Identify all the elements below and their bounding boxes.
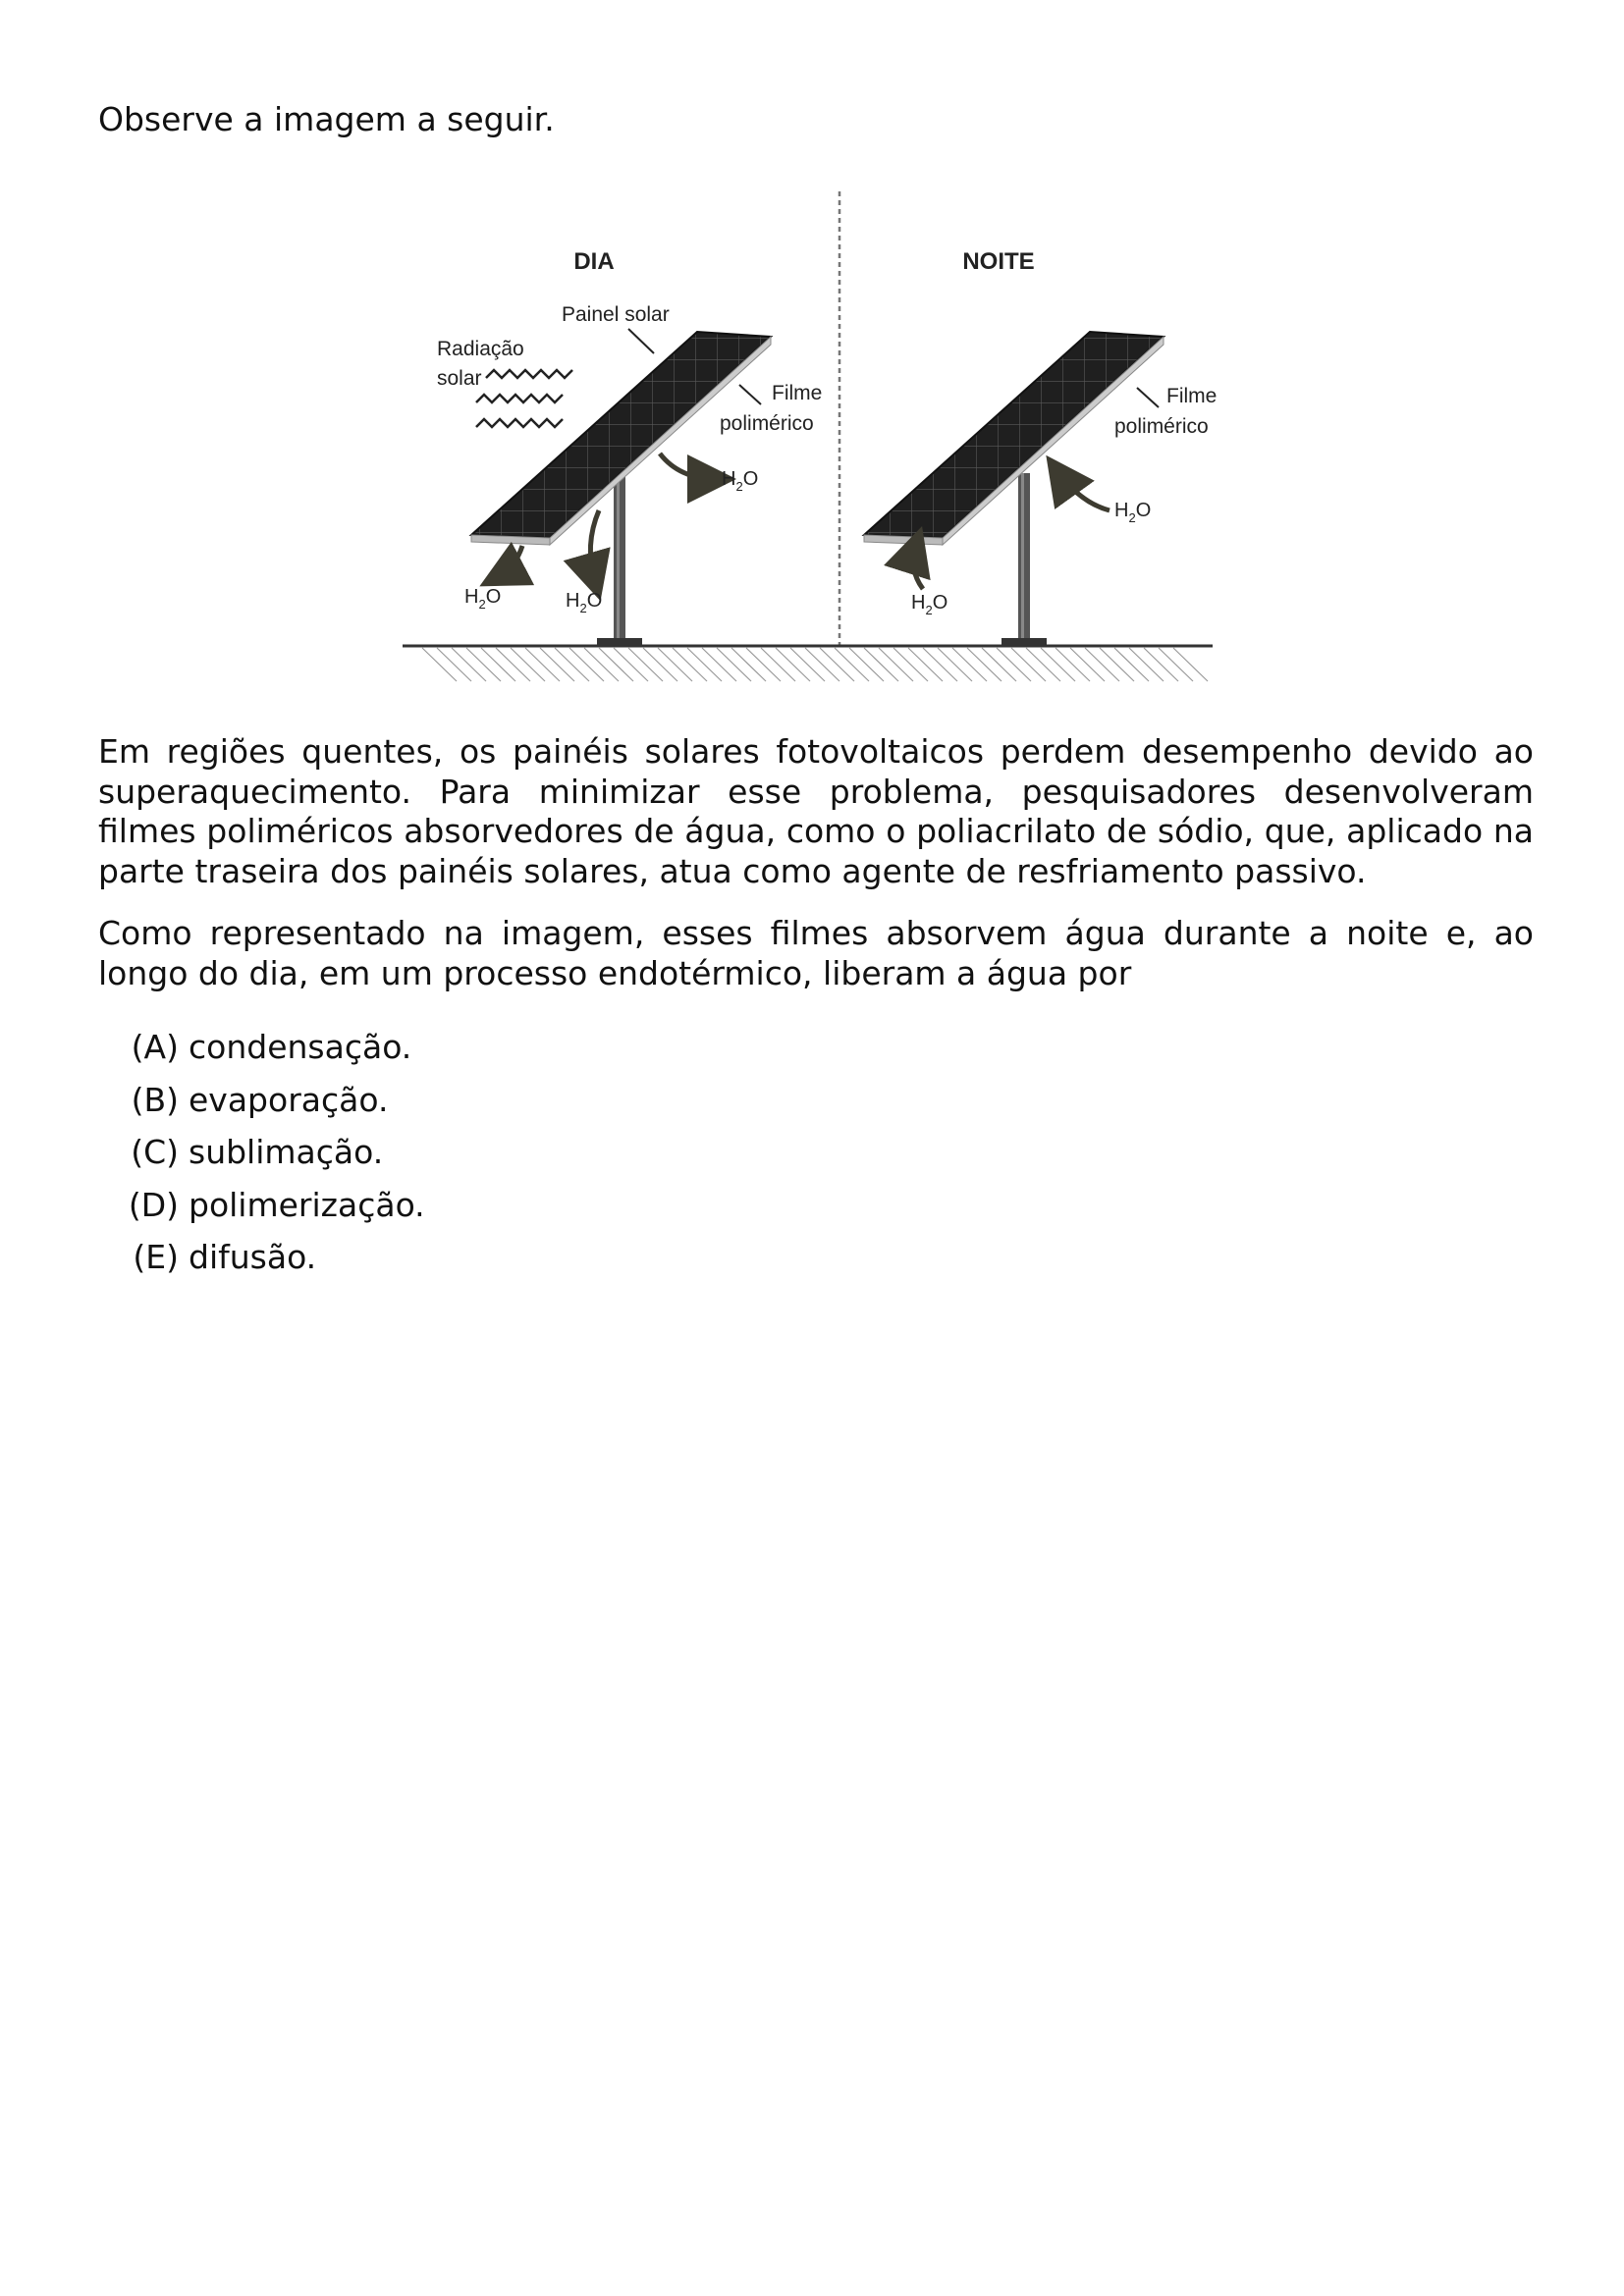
day-title: DIA [573, 248, 615, 275]
water-h: H [464, 586, 479, 608]
option-d[interactable] [98, 1184, 425, 1237]
option-letter: (A) [131, 1028, 179, 1066]
option-text: polimerização. [189, 1185, 425, 1224]
day-water-label-1 [464, 586, 501, 612]
day-water-label-3 [722, 468, 758, 494]
option-letter: (E) [133, 1238, 179, 1276]
day-water-arrow-2 [590, 510, 599, 582]
water-sub: 2 [579, 601, 587, 615]
night-water-label-1 [911, 592, 947, 617]
option-text: condensação. [189, 1028, 412, 1066]
option-letter: (D) [128, 1185, 179, 1224]
day-film-pointer [739, 385, 761, 404]
solar-panel-figure [393, 187, 1237, 687]
svg-text:H2O [911, 592, 947, 617]
night-solar-panel [864, 332, 1164, 646]
water-o: O [485, 586, 502, 608]
panel-label: Painel solar [562, 303, 670, 326]
water-sub: 2 [1128, 510, 1136, 525]
solar-radiation-icon [476, 370, 572, 427]
day-water-label-2 [566, 590, 602, 615]
option-a[interactable] [98, 1026, 425, 1079]
night-water-label-2 [1114, 500, 1151, 525]
panel-pointer [628, 329, 654, 353]
question-prompt: Observe a imagem a seguir. [98, 100, 555, 138]
water-o: O [586, 590, 603, 612]
water-o: O [742, 468, 759, 490]
night-water-arrow-2 [1057, 471, 1110, 510]
option-letter: (C) [131, 1133, 179, 1171]
option-text: sublimação. [189, 1133, 384, 1171]
radiation-label-line1: Radiação [437, 338, 524, 360]
radiation-label-line2: solar [437, 367, 482, 390]
option-e[interactable] [98, 1236, 425, 1289]
day-film-label-line1: Filme [772, 382, 823, 404]
ground [403, 646, 1213, 681]
night-film-label-line1: Filme [1166, 385, 1218, 407]
svg-text:H2O [566, 590, 602, 615]
water-o: O [1135, 500, 1152, 521]
day-water-arrow-1 [497, 546, 522, 577]
water-h: H [722, 468, 736, 490]
water-sub: 2 [478, 597, 486, 612]
water-h: H [911, 592, 926, 614]
option-c[interactable] [98, 1131, 425, 1184]
water-sub: 2 [735, 479, 743, 494]
night-title: NOITE [962, 248, 1035, 275]
svg-text:H2O [464, 586, 501, 612]
svg-text:H2O [1114, 500, 1151, 525]
option-text: evaporação. [189, 1080, 389, 1119]
day-film-label-line2: polimérico [720, 412, 814, 435]
night-water-arrow-1 [913, 545, 923, 589]
water-h: H [1114, 500, 1129, 521]
day-water-arrow-3 [660, 454, 717, 479]
svg-text:H2O [722, 468, 758, 494]
question-paragraph: Como representado na imagem, esses filmes absorvem água durante a noite e, ao longo do dia, em um processo endotérmico, liberam a água por [98, 914, 1534, 992]
option-b[interactable] [98, 1079, 425, 1132]
context-paragraph: Em regiões quentes, os painéis solares fotovoltaicos perdem desempenho devido ao superaquecimento. Para minimizar esse problema, pesquisadores desenvolveram filmes poliméricos absorvedores de água, como o poliacrilato de sódio, que, aplicado na parte traseira dos painéis solares, atua como agente de resfriamento passivo. [98, 732, 1534, 890]
solar-panel-diagram [393, 187, 1237, 687]
water-h: H [566, 590, 580, 612]
water-sub: 2 [925, 603, 933, 617]
water-o: O [932, 592, 948, 614]
night-film-label-line2: polimérico [1114, 415, 1209, 438]
option-text: difusão. [189, 1238, 317, 1276]
option-letter: (B) [131, 1080, 179, 1119]
answer-options [98, 1026, 425, 1289]
night-film-pointer [1137, 388, 1159, 407]
